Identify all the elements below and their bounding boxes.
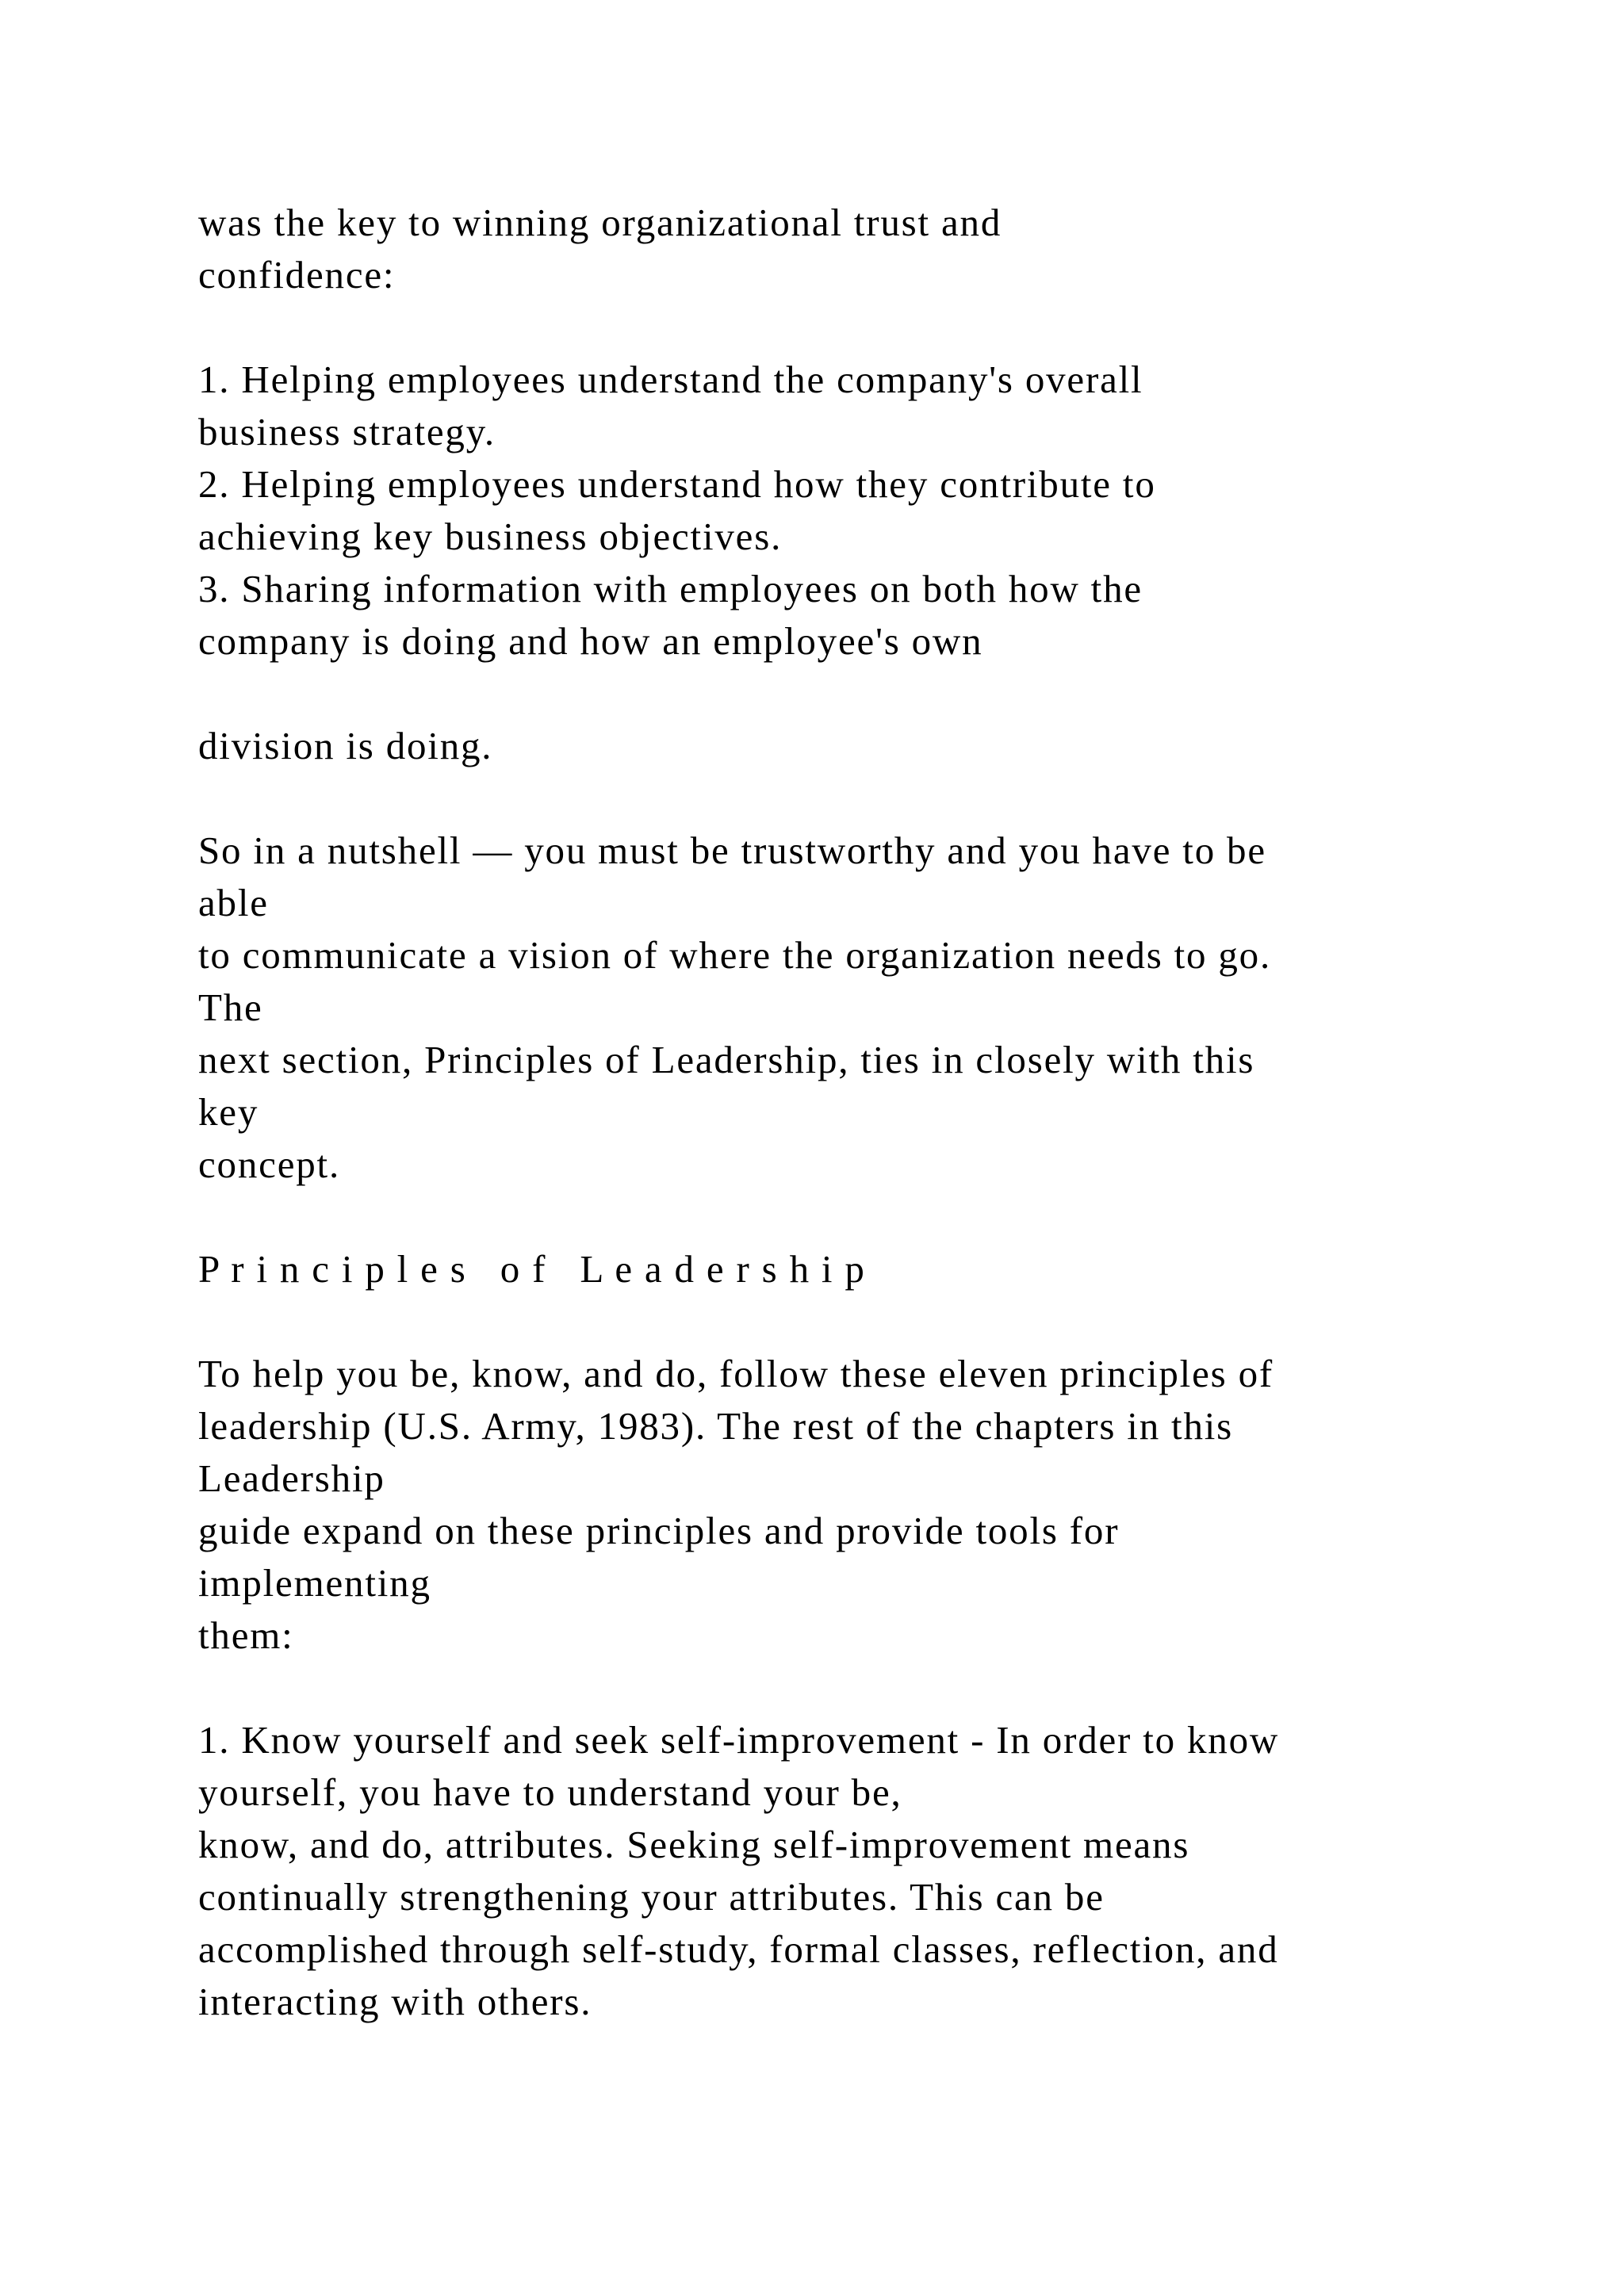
list-item-line: 3. Sharing information with employees on both how the bbox=[198, 567, 1143, 610]
list-item-line: 2. Helping employees understand how they contribute to bbox=[198, 462, 1156, 506]
text-line: leadership (U.S. Army, 1983). The rest of the chapters in this bbox=[198, 1404, 1234, 1448]
list-item-line: interacting with others. bbox=[198, 1980, 592, 2023]
list-item-line: continually strengthening your attributes. This can be bbox=[198, 1875, 1105, 1919]
text-line: confidence: bbox=[198, 253, 396, 297]
text-line: next section, Principles of Leadership, ties in closely with this bbox=[198, 1038, 1255, 1081]
text-line: implementing bbox=[198, 1561, 431, 1605]
list-item-line: achieving key business objectives. bbox=[198, 515, 783, 558]
list-item-line: company is doing and how an employee's own bbox=[198, 619, 983, 663]
text-line: The bbox=[198, 985, 263, 1029]
section-heading: P r i n c i p l e s o f L e a d e r s h i p bbox=[198, 1247, 866, 1291]
text-line: So in a nutshell — you must be trustworthy and you have to be bbox=[198, 828, 1266, 872]
blank-line bbox=[198, 1662, 1546, 1714]
text-line: To help you be, know, and do, follow these eleven principles of bbox=[198, 1352, 1274, 1395]
blank-line bbox=[198, 1191, 1546, 1243]
list-item-line: accomplished through self-study, formal classes, reflection, and bbox=[198, 1927, 1279, 1971]
blank-line bbox=[198, 1295, 1546, 1348]
text-line: able bbox=[198, 881, 269, 924]
blank-line bbox=[198, 301, 1546, 354]
text-line: to communicate a vision of where the organization needs to go. bbox=[198, 933, 1272, 977]
blank-line bbox=[198, 668, 1546, 720]
list-item-line: division is doing. bbox=[198, 724, 493, 767]
list-item-line: yourself, you have to understand your be, bbox=[198, 1770, 902, 1814]
text-line: Leadership bbox=[198, 1456, 385, 1500]
text-line: them: bbox=[198, 1613, 294, 1657]
document-body bbox=[198, 197, 1546, 2028]
blank-line bbox=[198, 772, 1546, 825]
text-line: concept. bbox=[198, 1142, 341, 1186]
list-item-line: 1. Know yourself and seek self-improvement - In order to know bbox=[198, 1718, 1280, 1762]
text-line: guide expand on these principles and provide tools for bbox=[198, 1509, 1120, 1552]
list-item-line: know, and do, attributes. Seeking self-improvement means bbox=[198, 1823, 1190, 1866]
list-item-line: 1. Helping employees understand the company's overall bbox=[198, 358, 1143, 401]
text-line: was the key to winning organizational trust and bbox=[198, 201, 1002, 244]
list-item-line: business strategy. bbox=[198, 410, 496, 453]
text-line: key bbox=[198, 1090, 259, 1134]
